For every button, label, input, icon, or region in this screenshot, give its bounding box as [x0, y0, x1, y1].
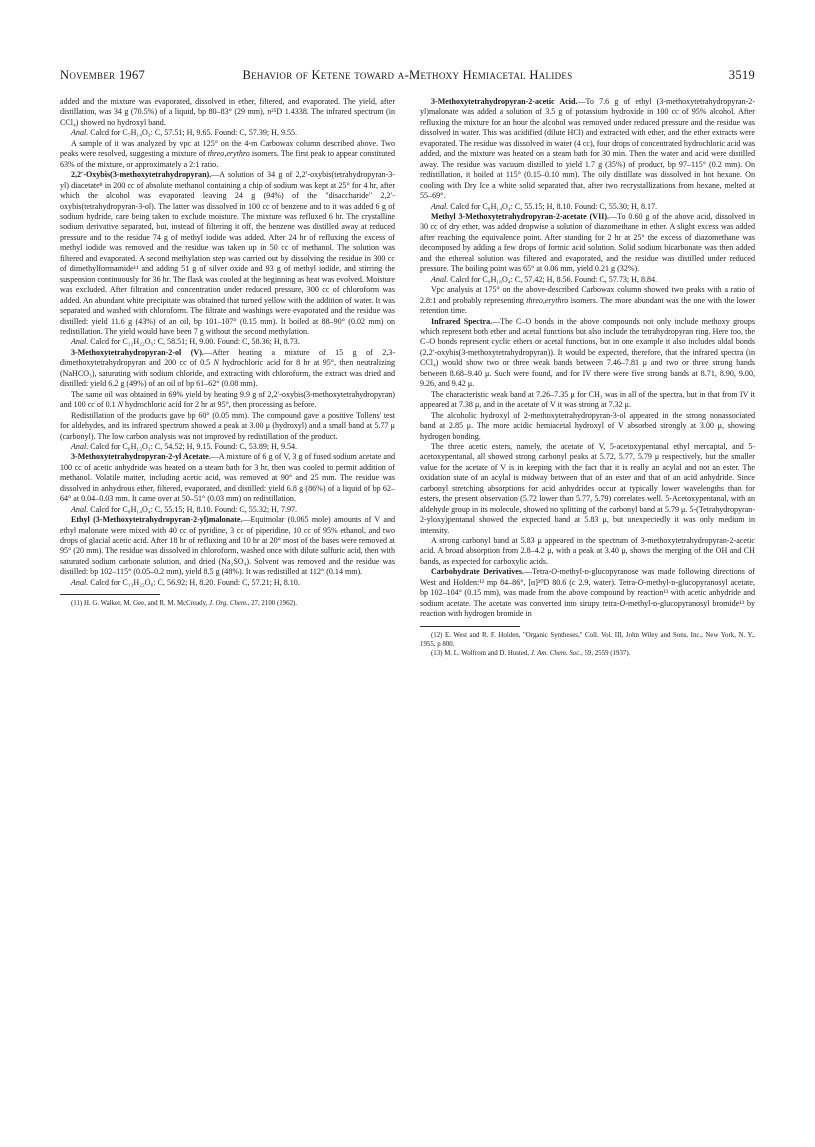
- section-paragraph: Methyl 3-Methoxytetrahydropyran-2-acetate (VII).—To 0.60 g of the above acid, dissolved in 30 cc of dry ether, was added dropwise a solution of diazomethane in ether. A slight excess was added after reaching the equivalence point. After standing for 2 hr at 25° the excess of diazomethane was decomposed by adding a few drops of formic acid solution. Solid sodium bicarbonate was then added and the ethereal solution was filtered and evaporated, and the residue was distilled under reduced pressure. The boiling point was 65° at 0.06 mm, yield 0.21 g (32%).: [420, 211, 755, 274]
- section-paragraph: 3-Methoxytetrahydropyran-2-acetic Acid.—To 7.6 g of ethyl (3-methoxytetrahydropyran-2-yl)malonate was added a solution of 3.5 g of potassium hydroxide in 100 cc of 95% alcohol. After refluxing the mixture for an hour the alcohol was removed under reduced pressure and the residue was dissolved in water. This was acidified (dilute HCl) and extracted with ether, and the ether extracts were evaporated. The residue was dissolved in water (4 cc), four drops of concentrated hydrochloric acid was added, and the mixture was heated on a steam bath for 30 min. Then the water and acid were distilled away. The residue was vacuum distilled to yield 1.7 g (35%) of product, bp 97–115° (0.2 mm). On redistillation, it boiled at 115° (0.15–0.10 mm). The oily distillate was dissolved in hot hexane. On cooling with Dry Ice a white solid separated that, after two recrystallizations from hexane, melted at 55–69°.: [420, 97, 755, 201]
- analysis-paragraph: Anal. Calcd for C₈H₁₄O₄: C, 55.15; H, 8.10. Found: C, 55.32; H, 7.97.: [71, 504, 298, 514]
- section-heading: 3-Methoxytetrahydropyran-2-yl Acetate.: [71, 452, 211, 462]
- header-title: Behavior of Ketene toward α-Methoxy Hemiacetal Halides: [242, 68, 573, 82]
- analysis-paragraph: Anal. Calcd for C₈H₁₄O₄: C, 55.15; H, 8.10. Found: C, 55.30; H, 8.17.: [431, 201, 658, 211]
- section-paragraph: 3-Methoxytetrahydropyran-2-ol (V).—After heating a mixture of 15 g of 2,3-dimethoxytetrahydropyran and 200 cc of 0.5 N hydrochloric acid for 8 hr at 95°, then neutralizing (NaHCO₃), saturating with sodium chloride, and extracting with chloroform, the extract was dried and distilled: yield 6.2 g (49%) of an oil of bp 61–62° (0.08 mm).: [60, 347, 395, 389]
- footnote: (13) M. L. Wolfrom and D. Husted, J. Am. Chem. Soc., 59, 2559 (1937).: [431, 650, 631, 658]
- section-heading: Carbohydrate Derivatives.: [431, 567, 524, 577]
- footnote: (12) E. West and R. F. Holden, "Organic Syntheses," Coll. Vol. III, John Wiley and Sons, Inc., New York, N. Y., 1955, p 800.: [420, 631, 755, 648]
- running-header: [60, 68, 755, 86]
- paragraph: The three acetic esters, namely, the acetate of V, 5-acetoxypentanal ethyl mercaptal, and 5-acetoxypentanal, all showed strong carbonyl peaks at 5.72, 5.77, 5.79 μ respectively, but the smaller value for the acetate of V is in keeping with the fact that it is really an acylal and not an ester. The oxidation state of an acylal is midway between that of an ester and that of an acid anhydride. Since carbonyl stretching absorptions for acid anhydrides occur at typically lower wavelengths than for esters, the present observation (5.72 lower than 5.77, 5.79) correlates well. 5-Acetoxypentanal, with an aldehyde group in its molecule, showed no splitting of the carbonyl band at 5.79 μ. 5-(Tetrahydropyran-2-yloxy)pentanal showed the expected band at 5.83 μ, but unexpectedly it was only medium in intensity.: [420, 441, 755, 535]
- analysis-paragraph: Anal. Calcd for C₇H₁₄O₃: C, 57.51; H, 9.65. Found: C, 57.39; H, 9.55.: [71, 128, 298, 138]
- analysis-paragraph: Anal. Calcd for C₉H₁₆O₄: C, 57.42; H, 8.56. Found: C, 57.73; H, 8.84.: [431, 274, 658, 284]
- footnote-divider: [420, 626, 520, 627]
- section-heading: Methyl 3-Methoxytetrahydropyran-2-acetate (VII).: [431, 211, 610, 221]
- paragraph: Vpc analysis at 175° on the above-described Carbowax column showed two peaks with a ratio of 2.8:1 and probably representing threo,erythro isomers. The more abundant was the one with the lower retention time.: [420, 285, 755, 316]
- analysis-paragraph: Anal. Calcd for C₁₂H₂₂O₅: C, 58.51; H, 9.00. Found: C, 58.36; H, 8.73.: [71, 337, 300, 347]
- footnote: (11) H. G. Walker, M. Gee, and R. M. McCready, J. Org. Chem., 27, 2100 (1962).: [71, 600, 298, 608]
- section-heading: 2,2′-Oxybis(3-methoxytetrahydropyran).: [71, 170, 212, 180]
- paragraph: The characteristic weak band at 7.26–7.35 μ for CH₃ was in all of the spectra, but in that from IV it appeared at 7.38 μ, and in the acetate of V it was strong at 7.32 μ.: [420, 389, 755, 410]
- paragraph: Redistillation of the products gave bp 60° (0.05 mm). The compound gave a positive Tollens' test for aldehydes, and its infrared spectrum showed a peak at 3.00 μ (hydroxyl) and a small band at 5.77 μ (carbonyl). The low carbon analysis was not improved by redistillation of the product.: [60, 410, 395, 441]
- section-paragraph: Carbohydrate Derivatives.—Tetra-O-methyl-ᴅ-glucopyranose was made following directions of West and Holden:¹² mp 84–86°, [α]²⁰D 80.6 (c 2.9, water). Tetra-O-methyl-ᴅ-glucopyranosyl acetate, bp 102–104° (0.15 mm), was made from the above compound by reaction¹³ with acetic anhydride and sodium acetate. The acetate was converted into sirupy tetra-O-methyl-ᴅ-glucopyranosyl bromide¹³ by reaction with hydrogen bromide in: [420, 567, 755, 619]
- section-heading: Ethyl (3-Methoxytetrahydropyran-2-yl)malonate.: [71, 515, 243, 525]
- right-column: [420, 97, 755, 658]
- section-paragraph: Ethyl (3-Methoxytetrahydropyran-2-yl)malonate.—Equimolar (0.065 mole) amounts of V and ethyl malonate were mixed with 40 cc of pyridine, 3 cc of piperidine, 10 cc of 95% ethanol, and two drops of glacial acetic acid. After 18 hr of refluxing and 10 hr at 20° most of the bases were removed at 95° (20 mm). The residue was dissolved in chloroform, washed once with dilute sulfuric acid, then with saturated sodium carbonate solution, and dried (Na₂SO₄). Solvent was removed and the residue was distilled: bp 102–115° (0.05–0.2 mm), yield 8.5 g (48%). It was redistilled at 112° (0.14 mm).: [60, 515, 396, 577]
- left-column: [60, 97, 395, 609]
- paragraph: The same oil was obtained in 69% yield by heating 9.9 g of 2,2′-oxybis(3-methoxytetrahydropyran) and 100 cc of 0.1 N hydrochloric acid for 2 hr at 95°, then processing as before.: [60, 389, 395, 410]
- section-heading: Infrared Spectra.: [431, 316, 493, 326]
- header-date: November 1967: [60, 68, 146, 82]
- paragraph: added and the mixture was evaporated, dissolved in ether, filtered, and evaporated. The yield, after distillation, was 34 g (70.5%) of a liquid, bp 80–83° (29 mm), n²⁵D 1.4338. The infrared spectrum (in CCl₄) showed no hydroxyl band.: [60, 97, 395, 127]
- analysis-paragraph: Anal. Calcd for C₁₃H₂₂O₆: C, 56.92; H, 8.20. Found: C, 57.21; H, 8.10.: [71, 577, 300, 587]
- section-paragraph: 3-Methoxytetrahydropyran-2-yl Acetate.—A mixture of 6 g of V, 3 g of fused sodium acetate and 100 cc of acetic anhydride was heated on a steam bath for 3 hr, then was cooled to permit addition of methanol. Volatile matter, including acetic acid, was removed at 90° and 25 mm. The residue was dissolved in anhydrous ether, filtered, evaporated, and distilled: yield 6.8 g (86%) of a liquid of bp 62–64° at 0.04–0.03 mm. It came over at 50–51° (0.03 mm) on redistillation.: [60, 452, 395, 504]
- paragraph: A strong carbonyl band at 5.83 μ appeared in the spectrum of 3-methoxytetrahydropyran-2-acetic acid. A broad absorption from 2.8–4.2 μ, with a peak at 3.40 μ, shows the merging of the OH and CH bands, as expected for carboxylic acids.: [420, 536, 755, 566]
- section-heading: 3-Methoxytetrahydropyran-2-acetic Acid.: [431, 97, 578, 106]
- paragraph: The alcoholic hydroxyl of 2-methoxytetrahydropyran-3-ol appeared in the strong nonassociated band at 2.85 μ. The more acidic hemiacetal hydroxyl of V absorbed strongly at 3.00 μ, showing hydrogen bonding.: [420, 410, 755, 441]
- page-number: 3519: [728, 68, 755, 82]
- section-paragraph: 2,2′-Oxybis(3-methoxytetrahydropyran).—A solution of 34 g of 2,2′-oxybis(tetrahydropyran-3-yl) diacetate⁸ in 200 cc of absolute methanol containing a chip of sodium was kept at 25° for 4 hr, after which the alcohol was evaporated leaving 24 g (94%) of the "disaccharide" 2,2′-oxybis(tetrahydropyran-3-ol). The latter was dissolved in 100 cc of benzene and to it was added 6 g of sodium hydride, care being taken to exclude moisture. The mixture was refluxed 6 hr. The crystalline sodium derivative separated, but, instead of filtering it off, the benzene was distilled away at reduced pressure and to the residue 74 g of methyl iodide was added. After 24 hr of refluxing the excess of methyl iodide was removed and the residue was taken up in 50 cc of methanol. The solution was filtered and evaporated. A second methylation step was carried out by dissolving the residue in 300 cc of dimethylformamide¹¹ and adding 51 g of silver oxide and 93 g of methyl iodide, and stirring the suspension continuously for 36 hr. The flask was cooled at the beginning as heat was evolved. Moisture was excluded. After filtration and concentration under reduced pressure, 300 cc of chloroform was added. An abundant white precipitate was obtained that turned yellow with the addition of water. It was separated and washed with chloroform. The filtrate and washings were evaporated and the residue was distilled: yield 11.6 g (43%) of an oil, bp 101–107° (0.15 mm). It boiled at 88–90° (0.02 mm) on redistillation. The yield would have been 7 g without the second methylation.: [60, 170, 395, 336]
- analysis-paragraph: Anal. Calcd for C₆H₁₂O₃: C, 54.52; H, 9.15. Found: C, 53.89; H, 9.54.: [71, 441, 298, 451]
- section-heading: 3-Methoxytetrahydropyran-2-ol (V).: [71, 347, 204, 357]
- section-paragraph: Infrared Spectra.—The C–O bonds in the above compounds not only include methoxy groups which represent both ether and acetal functions but also include the tetrahydropyran ring. Here too, the C–O bonds represent cyclic ethers or acetal functions, but in one example it also includes aldal bonds (2,2′-oxybis(3-methoxytetrahydropyran)). It would be expected, therefore, that the infrared spectra (in CCl₄) would show two or three weak bands between 7.46–7.81 μ and two or three strong bands between 8.68–9.40 μ. Such were found, and for IV there were five strong bands at 8.71, 8.90, 9.00, 9.26, and 9.42 μ.: [420, 316, 756, 389]
- paragraph: A sample of it was analyzed by vpc at 125° on the 4-m Carbowax column described above. Two peaks were resolved, suggesting a mixture of threo,erythro isomers. The first peak to appear constituted 63% of the mixture, or approximately a 2:1 ratio.: [60, 138, 395, 169]
- footnote-divider: [60, 594, 160, 595]
